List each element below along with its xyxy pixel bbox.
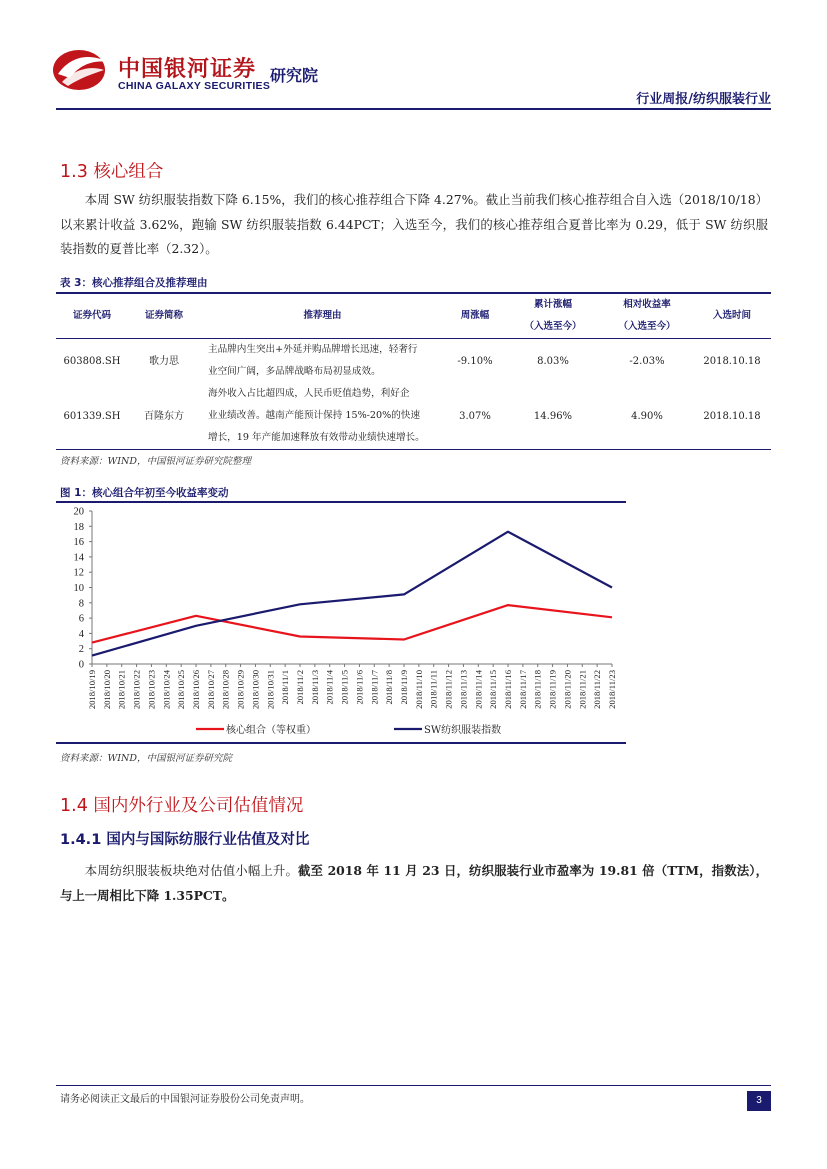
y-tick-label: 6: [78, 613, 84, 625]
col-header-code: 证券代码: [72, 310, 111, 321]
y-tick-label: 14: [73, 552, 84, 564]
table-row: [56, 339, 771, 384]
cell-name: 百隆东方: [144, 410, 184, 422]
cell-relative: -2.03%: [629, 355, 665, 367]
cell-date: 2018.10.18: [703, 355, 761, 367]
table-caption: 表 3：核心推荐组合及推荐理由: [60, 277, 208, 289]
x-tick-label: 2018/10/28: [220, 670, 231, 710]
x-tick-label: 2018/11/16: [503, 670, 513, 709]
subsection-heading-valuation-compare: 1.4.1 国内与国际纺服行业估值及对比: [60, 832, 310, 848]
footer-disclaimer: 请务必阅读正文最后的中国银河证券股份公司免责声明。: [60, 1094, 310, 1105]
reason-line: 增长，19 年产能加速释放有效带动业绩快速增长。: [208, 432, 425, 443]
institute-label: 研究院: [270, 66, 319, 85]
x-tick-label: 2018/11/20: [562, 670, 573, 709]
cell-cumulative: 8.03%: [537, 355, 569, 367]
x-tick-label: 2018/11/10: [413, 670, 424, 709]
y-tick-label: 10: [73, 583, 84, 594]
paragraph-text-bold: 截至 2018 年 11 月 23 日，纺织服装行业市盈率为 19.81 倍（TTM，指数法），与上一周相比下降 1.35PCT。: [60, 863, 769, 903]
x-tick-label: 2018/10/30: [250, 670, 261, 710]
x-tick-label: 2018/11/4: [324, 670, 335, 705]
x-tick-label: 2018/10/19: [87, 670, 97, 710]
x-tick-label: 2018/10/21: [116, 670, 127, 710]
section-heading-valuation: 1.4 国内外行业及公司估值情况: [60, 796, 304, 816]
y-tick-label: 0: [78, 659, 84, 671]
figure-source: 资料来源：WIND，中国银河证券研究院: [60, 753, 232, 764]
figure-caption: 图 1：核心组合年初至今收益率变动: [60, 487, 229, 499]
section-heading-core-portfolio: 1.3 核心组合: [60, 162, 164, 182]
table-row: [56, 383, 771, 450]
cell-name: 歌力思: [149, 355, 179, 367]
reason-line: 主品牌内生突出+外延并购品牌增长迅速，轻奢行: [208, 344, 418, 355]
y-tick-label: 2: [78, 644, 84, 656]
col-header-cumulative-line2: （入选至今）: [524, 321, 582, 332]
x-tick-label: 2018/10/24: [161, 670, 172, 710]
report-type: 行业周报/纺织服装行业: [636, 92, 771, 107]
cell-code: 603808.SH: [63, 355, 121, 367]
x-tick-label: 2018/10/22: [131, 670, 142, 710]
core-portfolio-table: [56, 292, 771, 450]
x-tick-label: 2018/10/25: [176, 670, 187, 710]
cell-reason: [200, 339, 445, 384]
x-tick-label: 2018/11/2: [295, 670, 305, 705]
y-tick-label: 4: [78, 628, 84, 640]
legend-label-1: SW纺织服装指数: [424, 725, 502, 736]
y-tick-label: 18: [73, 521, 84, 533]
y-tick-label: 12: [73, 567, 84, 579]
x-tick-label: 2018/11/6: [354, 670, 365, 705]
x-tick-label: 2018/11/15: [488, 670, 499, 709]
x-tick-label: 2018/11/17: [517, 670, 528, 709]
cell-weekly: 3.07%: [459, 410, 491, 422]
core-portfolio-paragraph: [60, 188, 768, 262]
x-tick-label: 2018/11/1: [280, 670, 291, 705]
x-tick-label: 2018/10/26: [191, 670, 201, 710]
x-tick-label: 2018/11/21: [577, 670, 588, 709]
x-tick-label: 2018/11/11: [428, 670, 439, 709]
col-header-cumulative: [505, 293, 601, 339]
legend-label-0: 核心组合（等权重）: [226, 725, 316, 736]
col-header-reason: 推荐理由: [303, 310, 342, 321]
col-header-date: 入选时间: [712, 310, 751, 321]
paragraph-text: [60, 859, 768, 908]
x-tick-label: 2018/10/29: [235, 670, 246, 710]
brand-name-en: CHINA GALAXY SECURITIES: [118, 80, 271, 92]
x-tick-label: 2018/11/8: [384, 670, 395, 705]
logo-icon: [52, 48, 110, 92]
x-tick-label: 2018/10/31: [265, 670, 276, 710]
reason-line: 海外收入占比超四成，人民币贬值趋势，利好企: [208, 388, 410, 399]
col-header-relative: [601, 293, 693, 339]
x-tick-label: 2018/10/23: [146, 670, 157, 710]
x-tick-label: 2018/11/22: [592, 670, 603, 709]
x-tick-label: 2018/11/23: [607, 670, 617, 709]
reason-line: 业业绩改善。越南产能预计保持 15%-20%的快速: [208, 410, 421, 421]
brand-name-cn: 中国银河证券: [118, 57, 257, 82]
page-number: 3: [747, 1091, 771, 1111]
x-tick-label: 2018/11/14: [473, 670, 484, 709]
paragraph-text-normal: 本周纺织服装板块绝对估值小幅上升。: [84, 863, 299, 878]
cell-reason: [200, 383, 445, 450]
x-tick-label: 2018/11/19: [547, 670, 558, 709]
reason-line: 业空间广阔，多品牌战略布局初显成效。: [208, 366, 381, 377]
col-header-cumulative-line1: 累计涨幅: [533, 299, 572, 310]
cell-weekly: -9.10%: [457, 355, 493, 367]
x-tick-label: 2018/11/13: [458, 670, 469, 709]
x-tick-label: 2018/11/9: [399, 670, 409, 705]
cell-date: 2018.10.18: [703, 410, 761, 422]
x-tick-label: 2018/11/7: [369, 670, 380, 705]
returns-line-chart: [56, 503, 626, 741]
col-header-relative-line2: （入选至今）: [618, 321, 676, 332]
table-source: 资料来源：WIND，中国银河证券研究院整理: [60, 456, 251, 467]
cell-relative: 4.90%: [631, 410, 663, 422]
x-tick-label: 2018/11/5: [339, 670, 350, 705]
cell-code: 601339.SH: [63, 410, 121, 422]
y-tick-label: 20: [73, 506, 84, 518]
series-line-0: [92, 605, 612, 643]
x-tick-label: 2018/10/27: [205, 670, 216, 710]
paragraph-text: 本周 SW 纺织服装指数下降 6.15%，我们的核心推荐组合下降 4.27%。截止当前我们核心推荐组合自入选（2018/10/18）以来累计收益 3.62%，跑输 SW 纺织服装指数 6.44PCT；入选至今，我们的核心推荐组合夏普比率为 0.29，低于 SW 纺织服装指数的夏普比率（2.32）。: [60, 192, 768, 256]
x-tick-label: 2018/11/12: [443, 670, 454, 709]
cell-cumulative: 14.96%: [533, 410, 573, 422]
y-tick-label: 16: [73, 537, 84, 549]
x-tick-label: 2018/11/18: [532, 670, 543, 709]
y-tick-label: 8: [78, 598, 84, 610]
figure-bottom-divider: [56, 742, 626, 744]
col-header-name: 证券简称: [144, 310, 183, 321]
col-header-relative-line1: 相对收益率: [623, 299, 671, 310]
valuation-paragraph: [60, 859, 768, 908]
header-divider: [56, 108, 771, 110]
x-tick-label: 2018/10/20: [101, 670, 112, 710]
x-tick-label: 2018/11/3: [309, 670, 320, 705]
table-header-row: [56, 293, 771, 339]
footer-divider: [56, 1085, 771, 1086]
col-header-weekly: 周涨幅: [460, 310, 490, 321]
